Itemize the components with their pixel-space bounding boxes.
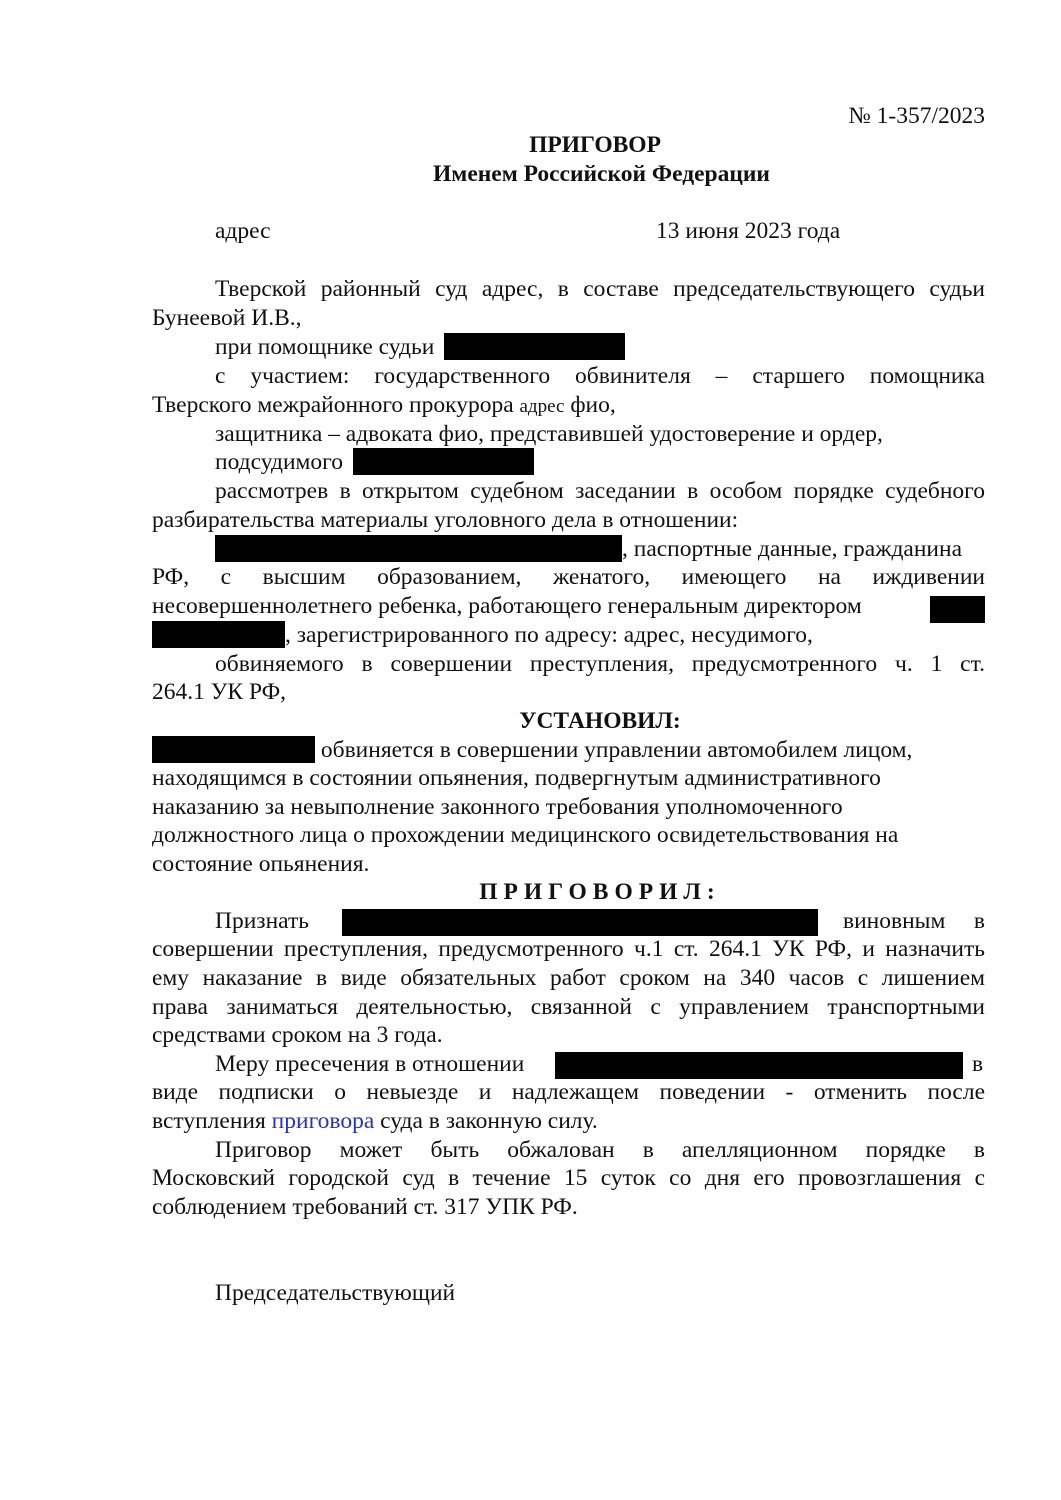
established-line-3: наказанию за невыполнение законного требования уполномоченного xyxy=(152,794,843,820)
person-line-1: , паспортные данные, гражданина xyxy=(215,535,962,564)
redaction-block xyxy=(342,909,818,936)
measure-line-2: виде подписки о невыезде и надлежащем поведении - отменить после xyxy=(152,1079,985,1105)
person-line-2: РФ, с высшим образованием, женатого, имеющего на иждивении xyxy=(152,564,985,590)
presiding-label: Председательствующий xyxy=(215,1280,456,1306)
verdict-link[interactable]: приговора xyxy=(271,1108,375,1134)
redaction-block xyxy=(215,535,622,562)
sentenced-line-5: средствами сроком на 3 года. xyxy=(152,1022,443,1048)
redaction-block xyxy=(555,1052,963,1079)
measure-end: в xyxy=(972,1051,984,1077)
measure-line-3: вступления приговора суда в законную силу. xyxy=(152,1108,598,1134)
established-line-1: обвиняется в совершении управлении автомобилем лицом, xyxy=(152,736,912,765)
accused-line-2: 264.1 УК РФ, xyxy=(152,679,287,705)
redaction-block xyxy=(930,596,985,623)
sentenced-line-4: права заниматься деятельностью, связанной с управлением транспортными xyxy=(152,994,985,1020)
guilty-label: виновным в xyxy=(843,908,985,934)
sentenced-heading: ПРИГОВОРИЛ: xyxy=(479,879,721,905)
considered-line-2: разбирательства материалы уголовного дела в отношении: xyxy=(152,507,739,533)
established-line-2: находящимся в состоянии опьянения, подвергнутым административного xyxy=(152,765,881,791)
place: адрес xyxy=(215,218,271,244)
participation-line-2: Тверского межрайонного прокурора адрес фио, xyxy=(152,392,616,418)
judge-name: Бунеевой И.В., xyxy=(152,305,302,331)
sentenced-line-3: ему наказание в виде обязательных работ сроком на 340 часов с лишением xyxy=(152,965,985,991)
sentenced-line-2: совершении преступления, предусмотренного ч.1 ст. 264.1 УК РФ, и назначить xyxy=(152,936,985,962)
document-subtitle: Именем Российской Федерации xyxy=(433,161,770,187)
recognize-label: Признать xyxy=(215,908,309,934)
accused-line-1: обвиняемого в совершении преступления, предусмотренного ч. 1 ст. xyxy=(215,651,985,677)
document-title: ПРИГОВОР xyxy=(529,132,661,158)
date: 13 июня 2023 года xyxy=(656,218,841,244)
redaction-block xyxy=(152,736,315,763)
appeal-line-1: Приговор может быть обжалован в апелляционном порядке в xyxy=(215,1137,985,1163)
person-line-3: несовершеннолетнего ребенка, работающего генеральным директором xyxy=(152,592,985,621)
defender-line: защитника – адвоката фио, представившей удостоверение и ордер, xyxy=(215,421,883,447)
established-heading: УСТАНОВИЛ: xyxy=(519,708,681,734)
redaction-block xyxy=(353,448,534,475)
established-line-5: состояние опьянения. xyxy=(152,851,370,877)
redaction-block xyxy=(444,333,625,360)
appeal-line-2: Московский городской суд в течение 15 суток со дня его провозглашения с xyxy=(152,1165,985,1191)
assistant-line xyxy=(215,333,625,362)
established-line-4: должностного лица о прохождении медицинского освидетельствования на xyxy=(152,822,899,848)
measure-label: Меру пресечения в отношении xyxy=(215,1051,525,1077)
case-number: № 1-357/2023 xyxy=(848,103,985,129)
considered-line-1: рассмотрев в открытом судебном заседании в особом порядке судебного xyxy=(215,478,985,504)
appeal-line-3: соблюдением требований ст. 317 УПК РФ. xyxy=(152,1194,578,1220)
assistant-label: при помощнике судьи xyxy=(215,334,435,360)
person-line-4: , зарегистрированного по адресу: адрес, несудимого, xyxy=(152,621,813,650)
redaction-block xyxy=(152,621,285,648)
defendant-label: подсудимого xyxy=(215,449,343,475)
court-line: Тверской районный суд адрес, в составе председательствующего судьи xyxy=(215,276,985,302)
participation-line-1: с участием: государственного обвинителя – старшего помощника xyxy=(215,363,985,389)
defendant-line xyxy=(215,448,534,477)
